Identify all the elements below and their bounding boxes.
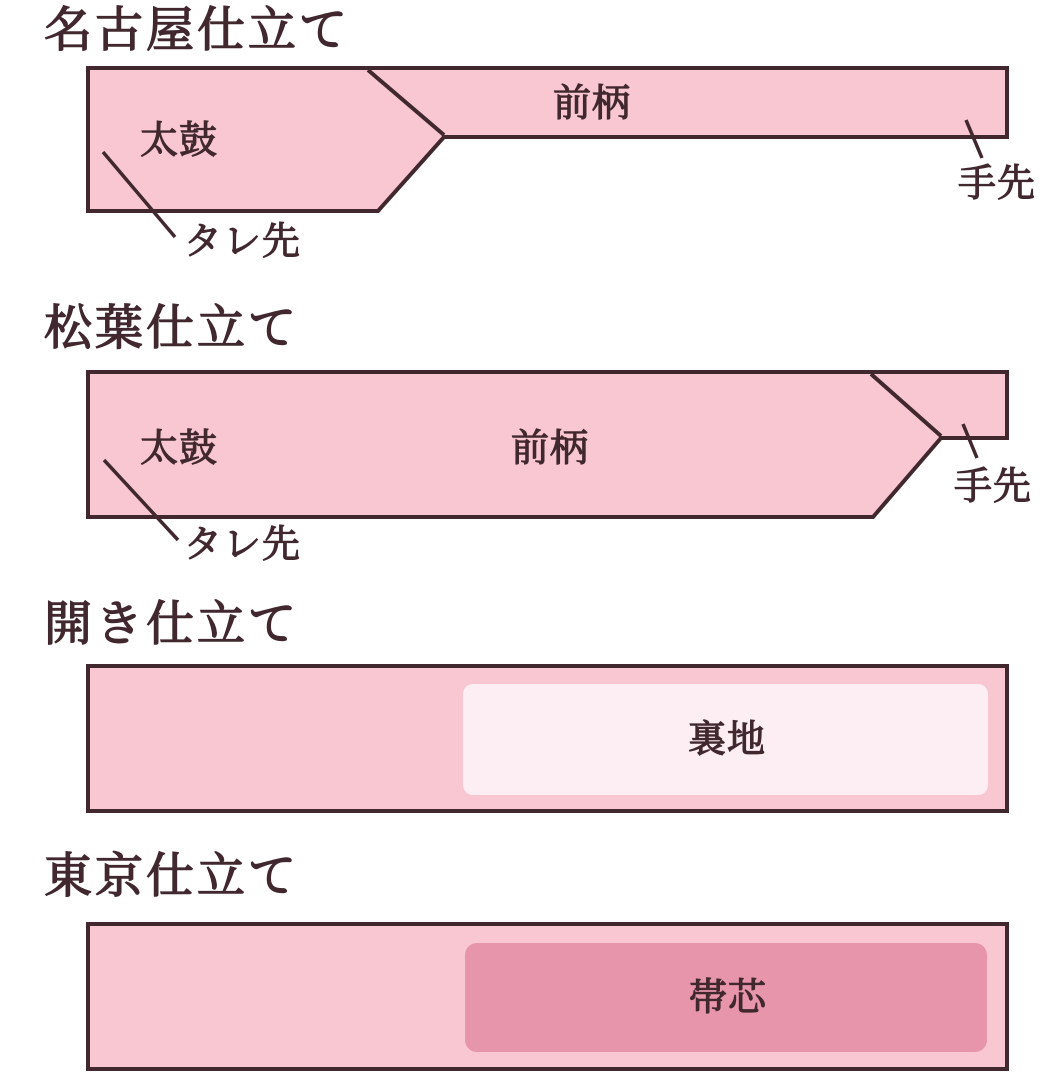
- nagoya-taresaki-label: タレ先: [184, 219, 302, 263]
- section-title-nagoya: 名古屋仕立て: [44, 2, 351, 58]
- nagoya-tesaki-label: 手先: [957, 161, 1037, 205]
- tokyo-obi-shape: [88, 924, 1007, 1069]
- section-title-tokyo: 東京仕立て: [44, 848, 300, 904]
- section-title-matsuba: 松葉仕立て: [44, 300, 300, 356]
- hiraki-uraji-label: 裏地: [687, 717, 767, 761]
- tokyo-obishin-label: 帯芯: [688, 975, 768, 1019]
- matsuba-obi-shape: [88, 372, 1032, 566]
- nagoya-taiko-label: 太鼓: [139, 118, 219, 162]
- nagoya-obi-body: [88, 68, 1007, 211]
- nagoya-maegara-label: 前柄: [552, 81, 632, 125]
- matsuba-taresaki-label: タレ先: [184, 522, 302, 566]
- matsuba-tesaki-label: 手先: [953, 464, 1033, 508]
- nagoya-obi-shape: [88, 68, 1036, 263]
- matsuba-taiko-label: 太鼓: [139, 426, 219, 470]
- matsuba-maegara-label: 前柄: [510, 426, 590, 470]
- section-title-hiraki: 開き仕立て: [44, 596, 300, 652]
- hiraki-obi-shape: [88, 666, 1007, 811]
